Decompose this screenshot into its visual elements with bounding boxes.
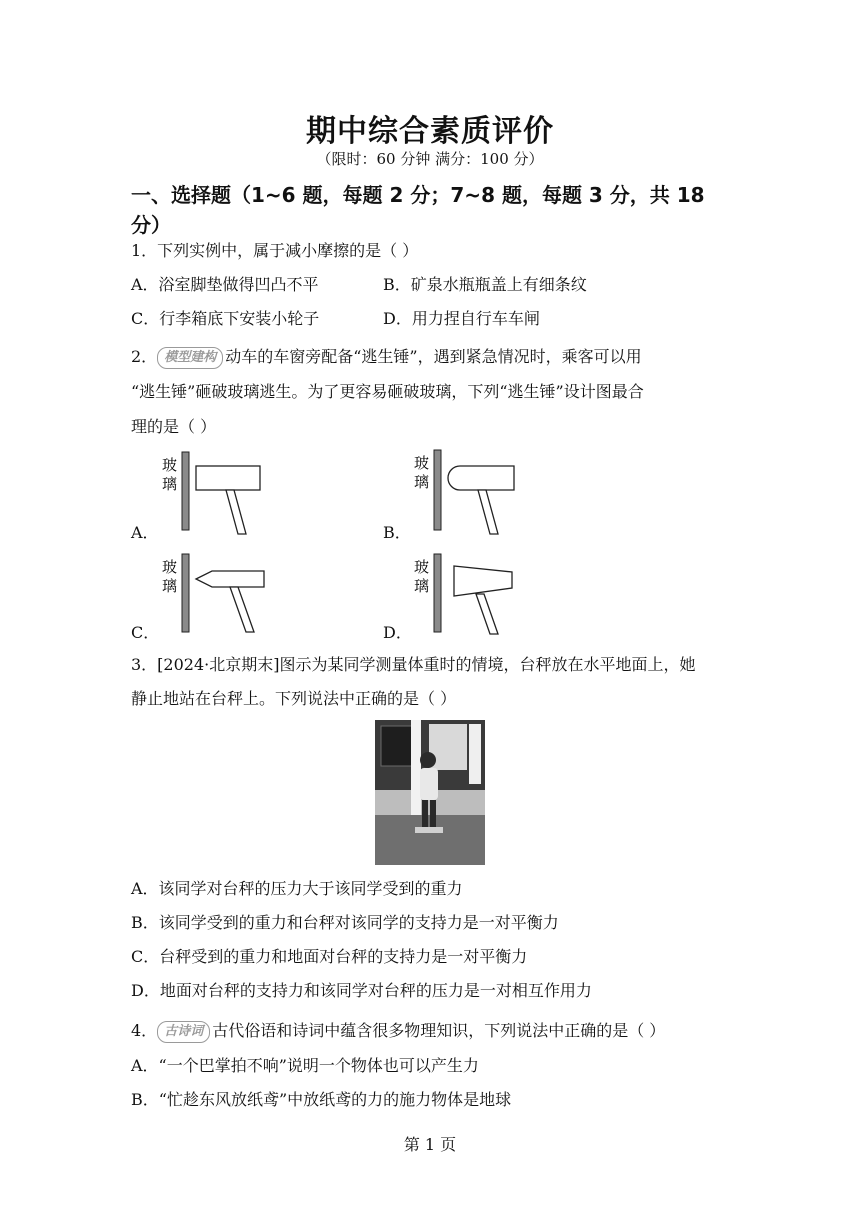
student-on-scale-photo bbox=[375, 720, 485, 865]
hammer-head-wedge bbox=[454, 566, 512, 596]
photo-sign bbox=[469, 724, 481, 784]
q3-option-c: C．台秤受到的重力和地面对台秤的支持力是一对平衡力 bbox=[131, 947, 528, 966]
q3-stem-line2: 静止地站在台秤上。下列说法中正确的是（ ） bbox=[131, 689, 457, 708]
hammer-a-diagram bbox=[160, 448, 270, 540]
q1-stem: 1．下列实例中，属于减小摩擦的是（ ） bbox=[131, 241, 419, 260]
glass-label-char2: 璃 bbox=[414, 473, 430, 491]
section-heading bbox=[131, 180, 731, 240]
glass-label-char1: 玻 bbox=[162, 456, 178, 474]
hammer-b-diagram bbox=[412, 448, 522, 540]
section-heading-line2: 分） bbox=[131, 213, 171, 237]
q1-option-b: B．矿泉水瓶瓶盖上有细条纹 bbox=[383, 275, 587, 294]
q1-option-d: D．用力捏自行车车闸 bbox=[383, 309, 540, 328]
glass-label-char1: 玻 bbox=[414, 454, 430, 472]
hammer-handle bbox=[478, 490, 498, 534]
hammer-handle bbox=[226, 490, 246, 534]
section-heading-line1: 一、选择题（1~6 题，每题 2 分；7~8 题，每题 3 分，共 18 bbox=[131, 183, 705, 207]
q2-stem-line3: 理的是（ ） bbox=[131, 417, 217, 436]
page-title: 期中综合素质评价 bbox=[306, 114, 554, 149]
hammer-head-rounded bbox=[448, 466, 514, 490]
q3-option-d: D．地面对台秤的支持力和该同学对台秤的压力是一对相互作用力 bbox=[131, 981, 592, 1000]
q2-option-b-label: B． bbox=[383, 523, 411, 542]
glass-label-char2: 璃 bbox=[162, 577, 178, 595]
q2-option-d-label: D． bbox=[383, 623, 412, 642]
glass-pane bbox=[182, 452, 189, 530]
q2-stem-text: 动车的车窗旁配备“逃生锤”，遇到紧急情况时，乘客可以用 bbox=[225, 347, 642, 366]
photo-window bbox=[381, 726, 415, 766]
glass-pane bbox=[434, 450, 441, 530]
q2-stem-line1 bbox=[131, 346, 642, 369]
q1-option-a: A．浴室脚垫做得凹凸不平 bbox=[131, 275, 319, 294]
hammer-handle bbox=[476, 594, 498, 634]
q3-stem-line1: 3．[2024·北京期末]图示为某同学测量体重时的情境，台秤放在水平地面上，她 bbox=[131, 655, 696, 674]
hammer-c-diagram bbox=[160, 550, 270, 638]
q4-number: 4． bbox=[131, 1021, 158, 1040]
glass-label-char2: 璃 bbox=[162, 475, 178, 493]
glass-pane bbox=[182, 554, 189, 632]
page-subtitle: （限时：60 分钟 满分：100 分） bbox=[316, 150, 544, 168]
ancient-poetry-badge: 古诗词 bbox=[157, 1021, 210, 1043]
q2-option-a-label: A． bbox=[131, 523, 159, 542]
glass-pane bbox=[434, 554, 441, 632]
hammer-head-flat bbox=[196, 466, 260, 490]
photo-scale bbox=[415, 827, 443, 833]
photo-student-head bbox=[420, 752, 436, 768]
model-building-badge: 模型建构 bbox=[157, 347, 223, 369]
q4-stem-text: 古代俗语和诗词中蕴含很多物理知识，下列说法中正确的是（ ） bbox=[212, 1021, 666, 1040]
q3-option-a: A．该同学对台秤的压力大于该同学受到的重力 bbox=[131, 879, 463, 898]
hammer-head-pointed bbox=[196, 571, 264, 587]
page-number: 第 1 页 bbox=[403, 1135, 457, 1154]
glass-label-char1: 玻 bbox=[414, 558, 430, 576]
hammer-handle bbox=[230, 587, 254, 632]
q3-option-b: B．该同学受到的重力和台秤对该同学的支持力是一对平衡力 bbox=[131, 913, 559, 932]
q2-stem-line2: “逃生锤”砸破玻璃逃生。为了更容易砸破玻璃，下列“逃生锤”设计图最合 bbox=[131, 382, 644, 401]
photo-student-leg-right bbox=[430, 800, 436, 828]
q4-option-b: B．“忙趁东风放纸鸢”中放纸鸢的力的施力物体是地球 bbox=[131, 1090, 512, 1109]
photo-student-leg-left bbox=[422, 800, 428, 828]
hammer-d-diagram bbox=[412, 550, 522, 638]
glass-label-char1: 玻 bbox=[162, 558, 178, 576]
q2-option-c-label: C． bbox=[131, 623, 160, 642]
q2-number: 2． bbox=[131, 347, 158, 366]
q4-option-a: A．“一个巴掌拍不响”说明一个物体也可以产生力 bbox=[131, 1056, 479, 1075]
q1-option-c: C．行李箱底下安装小轮子 bbox=[131, 309, 320, 328]
glass-label-char2: 璃 bbox=[414, 577, 430, 595]
q4-stem bbox=[131, 1020, 665, 1043]
photo-student-body bbox=[420, 768, 438, 800]
